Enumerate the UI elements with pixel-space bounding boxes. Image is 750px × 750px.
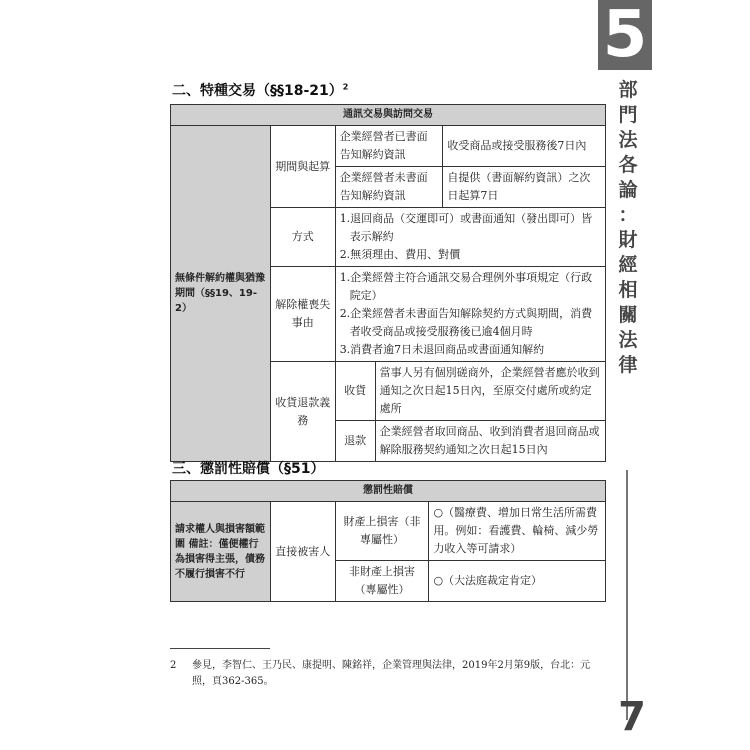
table-title: 通訊交易與訪問交易 bbox=[171, 105, 606, 126]
receive-label: 收貨 bbox=[335, 362, 375, 421]
side-title-char: 論 bbox=[618, 179, 638, 201]
side-divider bbox=[626, 470, 628, 720]
period-b-condition: 企業經營者未書面告知解約資訊 bbox=[335, 167, 443, 208]
section-3-heading: 三、懲罰性賠償（§51） bbox=[172, 461, 325, 477]
footnote-text: 參見，李智仁、王乃民、康提明、陳銘祥，企業管理與法律，2019年2月第9版，台北：元照，頁362-365。 bbox=[192, 660, 591, 687]
side-title-char: 法 bbox=[618, 329, 638, 351]
punitive-damages-table bbox=[170, 480, 606, 602]
footnote-ref: 2 bbox=[342, 82, 349, 92]
side-title-char: 律 bbox=[618, 354, 638, 376]
property-damage-label: 財產上損害（非專屬性） bbox=[335, 502, 429, 561]
side-title-char: 財 bbox=[618, 229, 638, 251]
chapter-number-tab: 5 bbox=[598, 0, 652, 70]
method-label: 方式 bbox=[270, 208, 335, 267]
footnote-divider bbox=[170, 648, 270, 649]
refund-sub-label: 退款 bbox=[335, 421, 375, 462]
side-title-char: 法 bbox=[618, 129, 638, 151]
property-damage-text: ○（醫療費、增加日常生活所需費用。例如：看護費、輪椅、減少勞力收入等可請求） bbox=[429, 502, 606, 561]
side-title-char: 門 bbox=[618, 104, 638, 126]
nonproperty-damage-text: ○（大法庭裁定肯定） bbox=[429, 561, 606, 602]
method-list bbox=[335, 208, 605, 267]
side-title-char: 關 bbox=[618, 304, 638, 326]
side-title-char: 相 bbox=[618, 279, 638, 301]
page-number: 7 bbox=[618, 694, 646, 740]
lapse-item: 3.消費者逾7日未退回商品或書面通知解約 bbox=[339, 343, 545, 356]
refund-text: 企業經營者取回商品、收到消費者退回商品或解除服務契約通知之次日起15日內 bbox=[375, 421, 605, 462]
period-a-value: 收受商品或接受服務後7日內 bbox=[443, 126, 606, 167]
side-title-char: 經 bbox=[618, 254, 638, 276]
period-a-condition: 企業經營者已書面告知解約資訊 bbox=[335, 126, 443, 167]
receive-text: 當事人另有個別磋商外，企業經營者應於收到通知之次日起15日內，至原交付處所或約定處所 bbox=[375, 362, 605, 421]
side-title-char: 各 bbox=[618, 154, 638, 176]
section-2-heading: 二、特種交易（§§18-21）$^2$ bbox=[172, 82, 349, 99]
period-label: 期間與起算 bbox=[270, 126, 335, 208]
lapse-list bbox=[335, 267, 605, 362]
side-title-char: ： bbox=[618, 204, 638, 226]
method-item: 2.無須理由、費用、對價 bbox=[339, 248, 461, 261]
period-b-value: 自提供（書面解約資訊）之次日起算7日 bbox=[443, 167, 606, 208]
nonproperty-damage-label: 非財產上損害（專屬性） bbox=[335, 561, 429, 602]
lapse-item: 1.企業經營主符合通訊交易合理例外事項規定（行政院定） bbox=[339, 271, 593, 302]
lapse-label: 解除權喪失事由 bbox=[270, 267, 335, 362]
chapter-side-title bbox=[614, 78, 642, 378]
refund-label: 收貨退款義務 bbox=[270, 362, 335, 462]
row-label-cancellation: 無條件解約權與猶豫期間（§§19、19-2） bbox=[171, 126, 271, 462]
footnote bbox=[170, 658, 610, 690]
lapse-item: 2.企業經營者未書面告知解除契約方式與期間，消費者收受商品或接受服務後已逾4個月時 bbox=[339, 307, 593, 338]
direct-victim-label: 直接被害人 bbox=[270, 502, 335, 602]
footnote-number: 2 bbox=[170, 660, 177, 671]
row-label-claimant: 請求權人與損害額範圍 備註：僅便權行為損害得主張，債務不履行損害不行 bbox=[171, 502, 271, 602]
special-transaction-table bbox=[170, 104, 606, 462]
method-item: 1.退回商品（交運即可）或書面通知（發出即可）皆表示解約 bbox=[339, 212, 593, 243]
table-title: 懲罰性賠償 bbox=[171, 481, 606, 502]
side-title-char: 部 bbox=[618, 79, 638, 101]
